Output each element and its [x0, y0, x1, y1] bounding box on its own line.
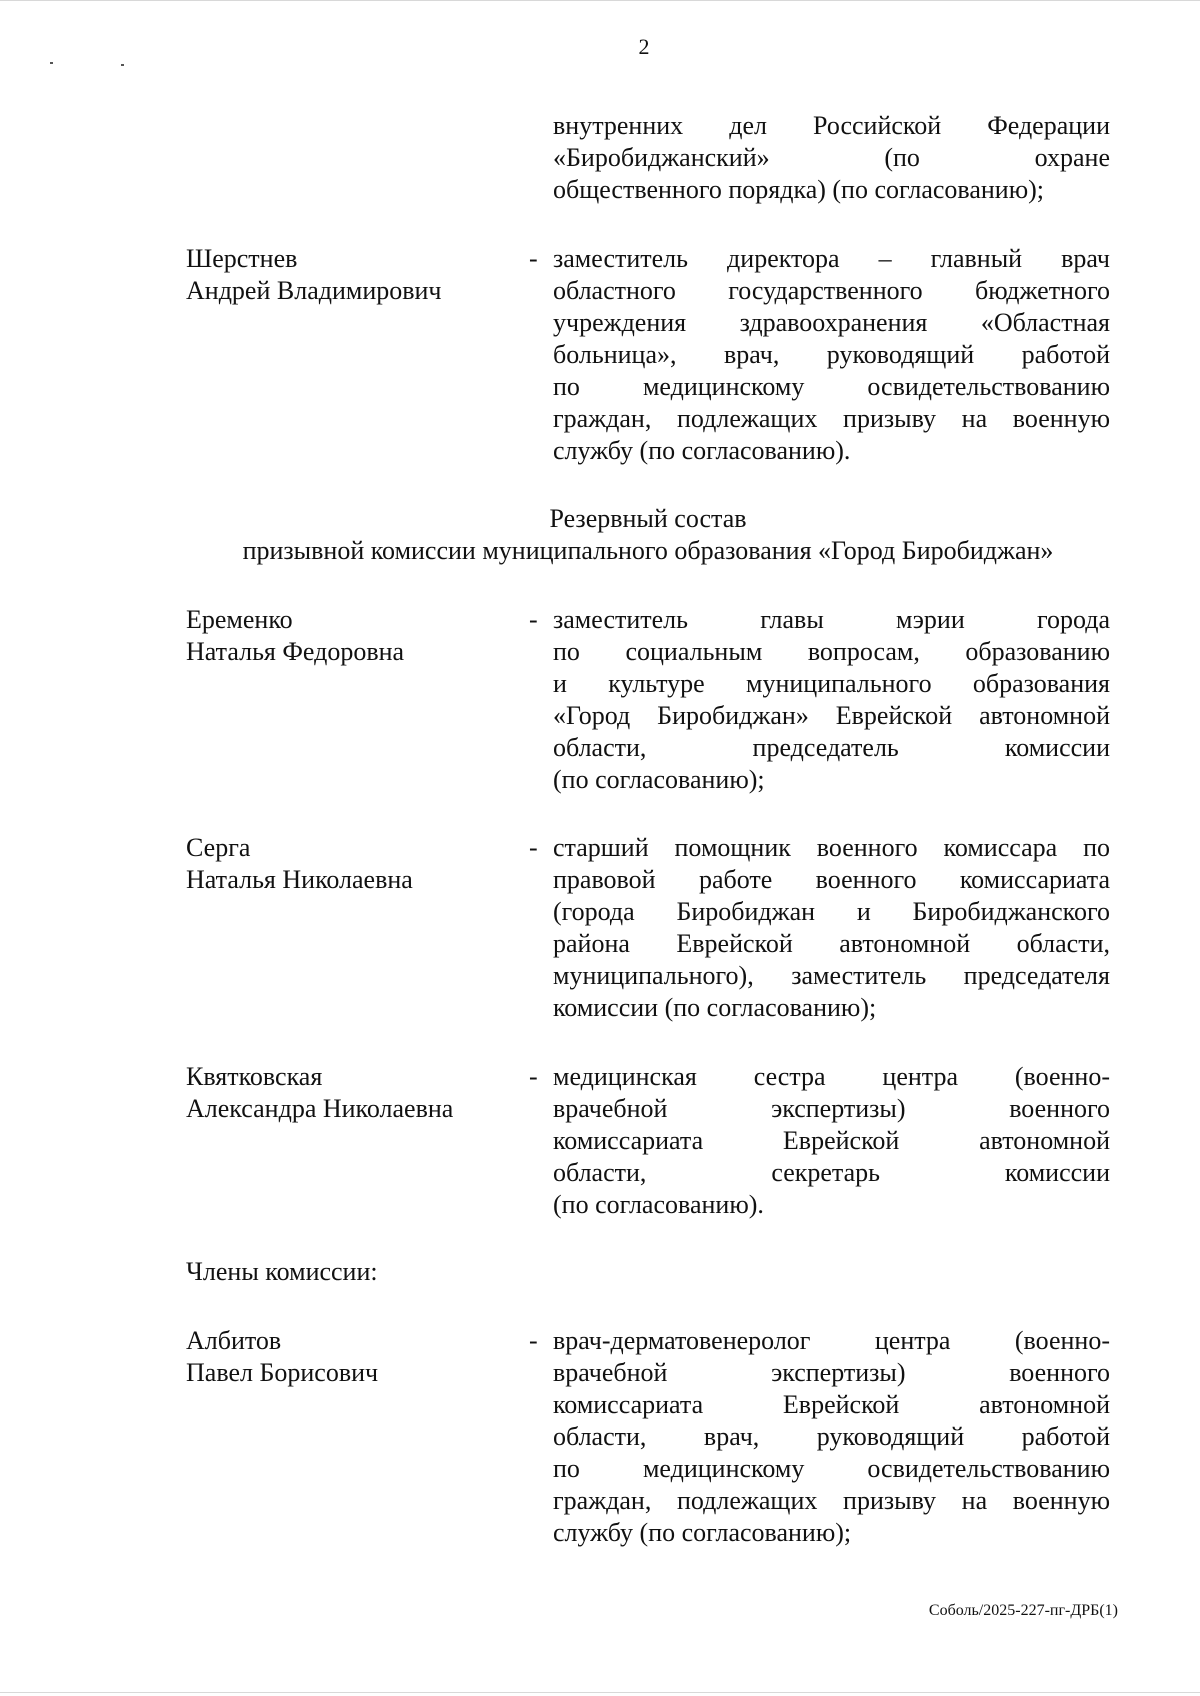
text-line: заместитель главы мэрии города: [553, 605, 1110, 634]
position-description: [553, 243, 1110, 467]
text-line: комиссариата Еврейской автономной: [553, 1390, 1110, 1419]
text-line: службу (по согласованию);: [553, 1518, 852, 1547]
text-line: граждан, подлежащих призыву на военную: [553, 1486, 1110, 1515]
text-line: старший помощник военного комиссара по: [553, 833, 1110, 862]
text-line: области, секретарь комиссии: [553, 1158, 1110, 1187]
reserve-section-heading: [0, 503, 1200, 567]
heading-line: призывной комиссии муниципального образования «Город Биробиджан»: [242, 536, 1054, 565]
text-line: внутренних дел Российской Федерации: [553, 111, 1110, 140]
given-name: Андрей Владимирович: [186, 276, 442, 305]
text-line: правовой работе военного комиссариата: [553, 865, 1110, 894]
page-number: 2: [638, 34, 650, 59]
scan-speck: [50, 62, 53, 64]
surname: Албитов: [186, 1326, 282, 1355]
text-line: граждан, подлежащих призыву на военную: [553, 404, 1110, 433]
dash: -: [529, 244, 538, 273]
text-line: заместитель директора – главный врач: [553, 244, 1110, 273]
text-line: учреждения здравоохранения «Областная: [553, 308, 1110, 337]
position-description: [553, 1061, 1110, 1221]
text-line: комиссии (по согласованию);: [553, 993, 877, 1022]
text-line: «Город Биробиджан» Еврейской автономной: [553, 701, 1110, 730]
text-line: комиссариата Еврейской автономной: [553, 1126, 1110, 1155]
text-line: врач-дерматовенеролог центра (военно-: [553, 1326, 1110, 1355]
text-line: по социальным вопросам, образованию: [553, 637, 1110, 666]
text-line: по медицинскому освидетельствованию: [553, 372, 1110, 401]
person-name: [186, 1325, 378, 1389]
position-description: [553, 604, 1110, 796]
text-line: области, врач, руководящий работой: [553, 1422, 1110, 1451]
text-line: и культуре муниципального образования: [553, 669, 1110, 698]
dash: -: [529, 833, 538, 862]
text-line: областного государственного бюджетного: [553, 276, 1110, 305]
text-line: (города Биробиджан и Биробиджанского: [553, 897, 1110, 926]
given-name: Наталья Федоровна: [186, 637, 405, 666]
text-line: медицинская сестра центра (военно-: [553, 1062, 1110, 1091]
dash: -: [529, 605, 538, 634]
surname: Серга: [186, 833, 251, 862]
text-line: общественного порядка) (по согласованию);: [553, 175, 1045, 204]
surname: Квятковская: [186, 1062, 323, 1091]
top-edge-line: [0, 0, 1200, 1]
person-name: [186, 832, 413, 896]
text-line: службу (по согласованию).: [553, 436, 851, 465]
dash: -: [529, 1062, 538, 1091]
text-line: врачебной экспертизы) военного: [553, 1094, 1110, 1123]
given-name: Наталья Николаевна: [186, 865, 413, 894]
person-name: [186, 1061, 453, 1125]
document-code: Соболь/2025-227-пг-ДРБ(1): [928, 1602, 1118, 1619]
text-line: врачебной экспертизы) военного: [553, 1358, 1110, 1387]
members-label: Члены комиссии:: [186, 1257, 378, 1286]
text-line: муниципального), заместитель председателя: [553, 961, 1110, 990]
text-line: (по согласованию);: [553, 765, 765, 794]
text-line: по медицинскому освидетельствованию: [553, 1454, 1110, 1483]
continuation-text: [553, 110, 1110, 206]
text-line: «Биробиджанский» (по охране: [553, 143, 1110, 172]
surname: Шерстнев: [186, 244, 298, 273]
scan-speck: [121, 64, 124, 66]
text-line: области, председатель комиссии: [553, 733, 1110, 762]
bottom-edge-line: [0, 1692, 1200, 1693]
text-line: района Еврейской автономной области,: [553, 929, 1110, 958]
given-name: Павел Борисович: [186, 1358, 379, 1387]
surname: Еременко: [186, 605, 293, 634]
dash: -: [529, 1326, 538, 1355]
position-description: [553, 832, 1110, 1024]
person-name: [186, 243, 442, 307]
text-line: (по согласованию).: [553, 1190, 764, 1219]
person-name: [186, 604, 404, 668]
position-description: [553, 1325, 1110, 1549]
heading-line: Резервный состав: [549, 504, 747, 533]
text-line: больница», врач, руководящий работой: [553, 340, 1110, 369]
given-name: Александра Николаевна: [186, 1094, 454, 1123]
